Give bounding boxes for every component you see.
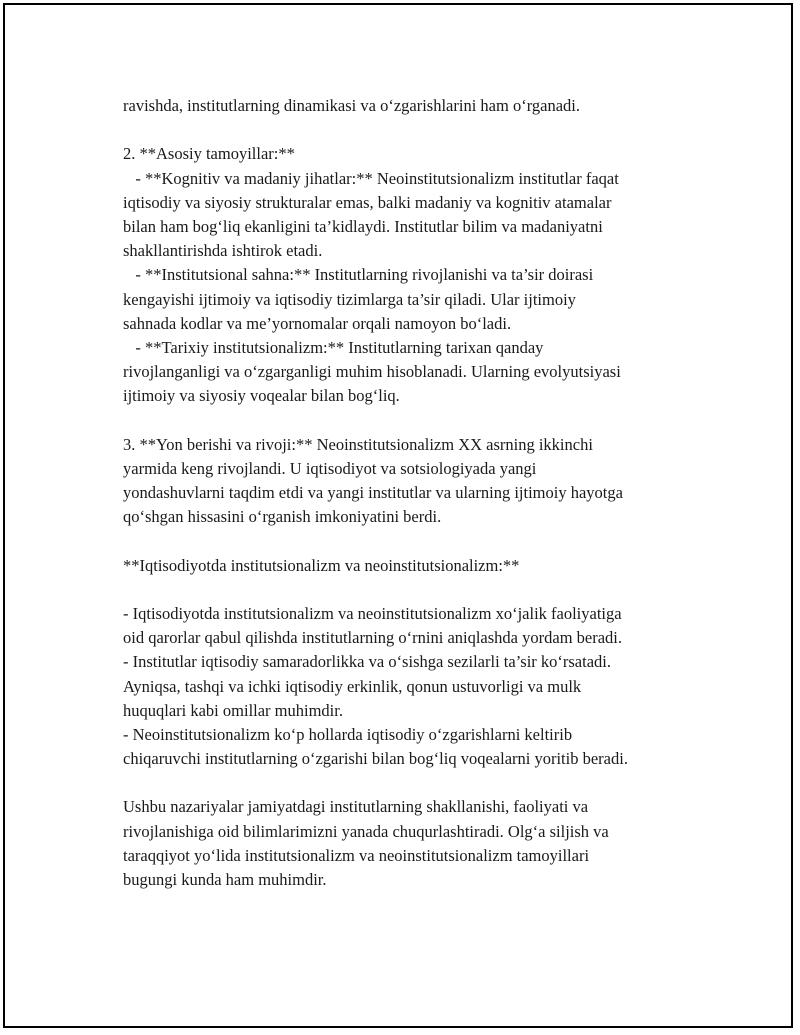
text-line: sahnada kodlar va me’yornomalar orqali namoyon bo‘ladi.	[123, 313, 512, 333]
text-line: ijtimoiy va siyosiy voqealar bilan bog‘liq.	[123, 386, 400, 406]
text-line: huquqlari kabi omillar muhimdir.	[123, 700, 343, 720]
text-line: - **Kognitiv va madaniy jihatlar:** Neoinstitutsionalizm institutlar faqat	[123, 168, 619, 188]
text-line: Ushbu nazariyalar jamiyatdagi institutlarning shakllanishi, faoliyati va	[123, 797, 589, 817]
paragraph-gap	[123, 578, 693, 602]
paragraph-gap	[123, 529, 693, 553]
text-line: rivojlanganligi va o‘zgarganligi muhim hisoblanadi. Ularning evolyutsiyasi	[123, 362, 621, 382]
text-line: ravishda, institutlarning dinamikasi va o‘zgarishlarini ham o‘rganadi.	[123, 96, 580, 115]
text-line: 3. **Yon berishi va rivoji:** Neoinstitutsionalizm XX asrning ikkinchi	[123, 434, 593, 454]
text-line: chiqaruvchi institutlarning o‘zgarishi bilan bog‘liq voqealarni yoritib beradi.	[123, 749, 628, 769]
page-frame	[3, 3, 793, 1028]
text-line: bilan ham bog‘liq ekanligini ta’kidlaydi. Institutlar bilim va madaniyatni	[123, 216, 603, 236]
text-line: oid qarorlar qabul qilishda institutlarning o‘rnini aniqlashda yordam beradi.	[123, 628, 623, 648]
section-3-yon-berishi	[123, 433, 693, 530]
text-line: kengayishi ijtimoiy va iqtisodiy tizimlarga ta’sir qiladi. Ular ijtimoiy	[123, 289, 576, 309]
text-line: iqtisodiy va siyosiy strukturalar emas, balki madaniy va kognitiv atamalar	[123, 192, 612, 212]
text-line: - Iqtisodiyotda institutsionalizm va neoinstitutsionalizm xo‘jalik faoliyatiga	[123, 603, 622, 623]
economics-heading	[123, 554, 693, 578]
text-line: rivojlanishiga oid bilimlarimizni yanada chuqurlashtiradi. Olg‘a siljish va	[123, 821, 609, 841]
text-line: - **Tarixiy institutsionalizm:** Institutlarning tarixan qanday	[123, 337, 544, 357]
text-line: shakllantirishda ishtirok etadi.	[123, 241, 323, 261]
intro-paragraph-end	[123, 94, 693, 118]
text-line: - **Institutsional sahna:** Institutlarning rivojlanishi va ta’sir doirasi	[123, 265, 594, 285]
paragraph-gap	[123, 408, 693, 432]
paragraph-gap	[123, 118, 693, 142]
section-2-asosiy-tamoyillar	[123, 142, 693, 408]
text-line: Ayniqsa, tashqi va ichki iqtisodiy erkinlik, qonun ustuvorligi va mulk	[123, 676, 582, 696]
conclusion-paragraph	[123, 795, 693, 892]
economics-bullets	[123, 602, 693, 771]
text-line: - Institutlar iqtisodiy samaradorlikka va o‘sishga sezilarli ta’sir ko‘rsatadi.	[123, 652, 611, 672]
paragraph-gap	[123, 771, 693, 795]
text-line: **Iqtisodiyotda institutsionalizm va neoinstitutsionalizm:**	[123, 555, 520, 575]
text-line: qo‘shgan hissasini o‘rganish imkoniyatini berdi.	[123, 507, 442, 527]
text-line: 2. **Asosiy tamoyillar:**	[123, 144, 295, 164]
text-line: taraqqiyot yo‘lida institutsionalizm va neoinstitutsionalizm tamoyillari	[123, 845, 590, 865]
document-body	[123, 94, 693, 892]
text-line: yondashuvlarni taqdim etdi va yangi institutlar va ularning ijtimoiy hayotga	[123, 483, 623, 502]
text-line: bugungi kunda ham muhimdir.	[123, 870, 327, 889]
text-line: yarmida keng rivojlandi. U iqtisodiyot va sotsiologiyada yangi	[123, 458, 537, 478]
text-line: - Neoinstitutsionalizm ko‘p hollarda iqtisodiy o‘zgarishlarni keltirib	[123, 724, 573, 744]
